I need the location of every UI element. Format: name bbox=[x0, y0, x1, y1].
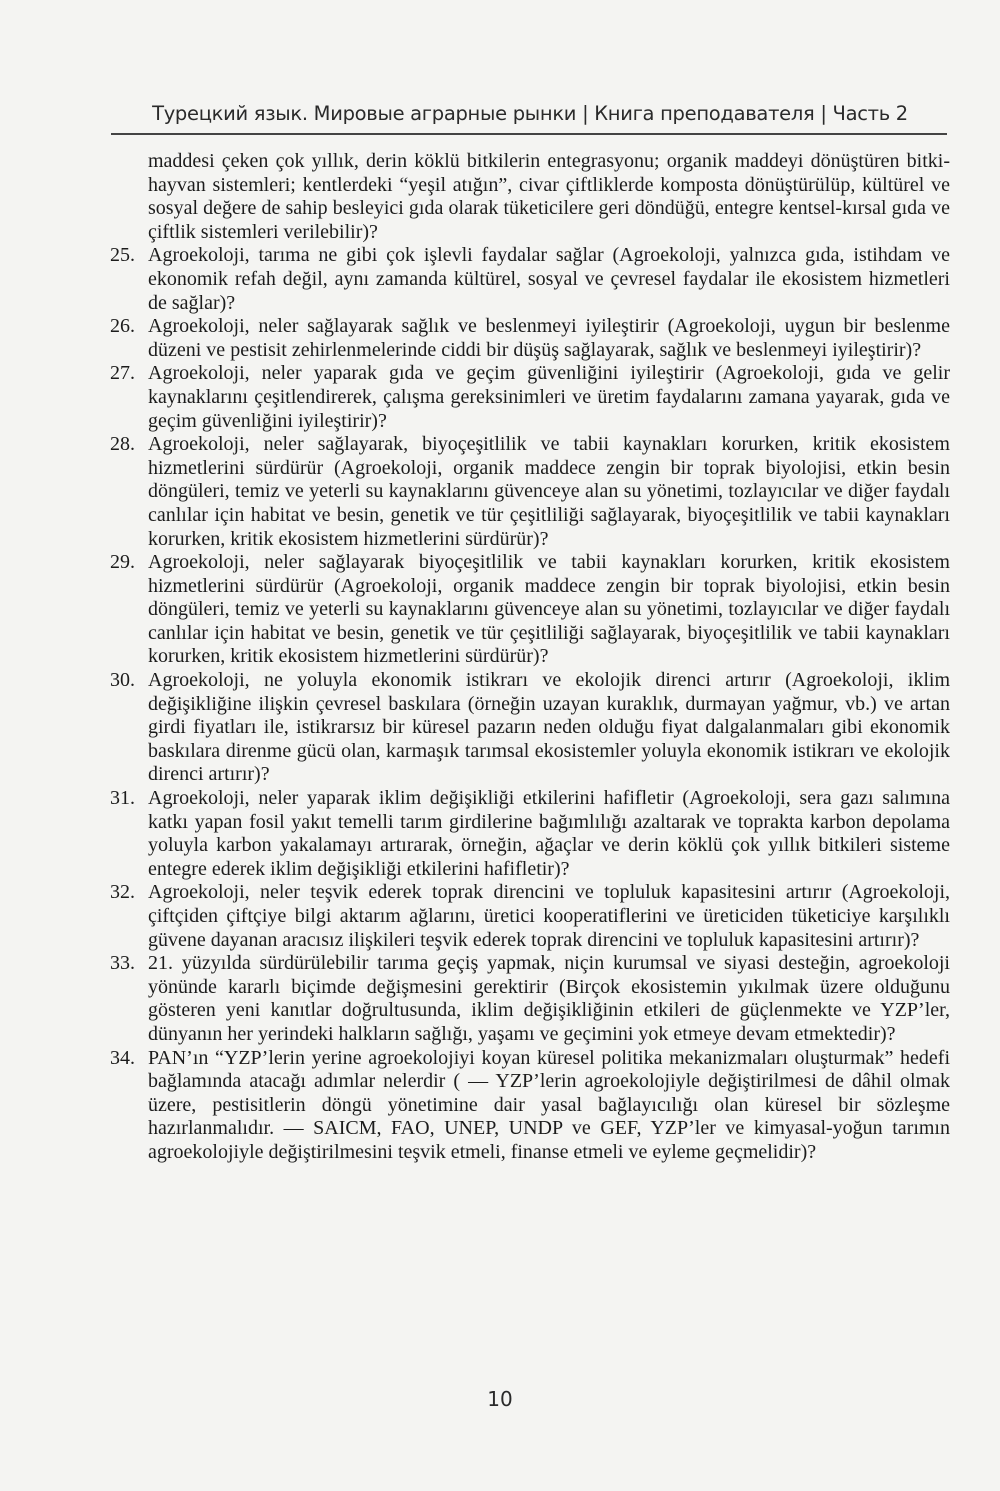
list-item-27 bbox=[110, 362, 950, 433]
list-item-29 bbox=[110, 551, 950, 669]
list-item-32 bbox=[110, 881, 950, 952]
continued-paragraph: maddesi çeken çok yıllık, derin köklü bitkilerin entegrasyonu; organik maddeyi dönüştüren bitki-hayvan sistemleri; kentlerdeki “yeşil atığın”, civar çiftliklerde komposta dönüştürülüp, kültürel ve sosyal değere de sahip besleyici gıda olarak tüketicilere geri döndüğü, entegre kentsel-kırsal gıda ve çiftlik sistemleri verilebilir)? bbox=[148, 150, 950, 243]
list-item-33 bbox=[110, 952, 950, 1046]
item-text: Agroekoloji, neler sağlayarak, biyoçeşitlilik ve tabii kaynakları korurken, kritik ekosistem hizmetlerini sürdürür (Agroekoloji, organik maddece zengin bir toprak biyolojisi, etkin besin döngüleri, temiz ve yeterli su kaynaklarını güvenceye alan su yönetimi, tozlayıcılar ve diğer faydalı canlılar için habitat ve besin, genetik ve tür çeşitliliği sağlayarak, biyoçeşitlilik ve tabii kaynakları korurken, kritik ekosistem hizmetlerini sürdürür)? bbox=[148, 433, 950, 550]
item-text: Agroekoloji, neler yaparak iklim değişikliği etkilerini hafifletir (Agroekoloji, sera gazı salımına katkı yapan fosil yakıt temelli tarım girdilerine bağımlılığı azaltarak ve toprakta karbon depolama yoluyla karbon yakalamayı artırarak, örneğin, ağaçlar ve derin köklü çok yıllık bitkileri sisteme entegre ederek iklim değişikliği etkilerini hafifletir)? bbox=[148, 787, 950, 880]
item-number: 26. bbox=[110, 315, 135, 338]
list-item-30 bbox=[110, 669, 950, 787]
item-text: Agroekoloji, neler sağlayarak biyoçeşitlilik ve tabii kaynakları korurken, kritik ekosistem hizmetlerini sürdürür (Agroekoloji, organik maddece zengin bir toprak biyolojisi, etkin besin döngüleri, temiz ve yeterli su kaynaklarını güvenceye alan su yönetimi, tozlayıcılar ve diğer faydalı canlılar için habitat ve besin, genetik ve tür çeşitliliği sağlayarak, biyoçeşitlilik ve tabii kaynakları korurken, kritik ekosistem hizmetlerini sürdürür)? bbox=[148, 551, 950, 668]
list-item-31 bbox=[110, 787, 950, 881]
item-number: 27. bbox=[110, 362, 135, 385]
item-number: 29. bbox=[110, 551, 135, 574]
item-text: Agroekoloji, neler teşvik ederek toprak direncini ve topluluk kapasitesini artırır (Agroekoloji, çiftçiden çiftçiye bilgi aktarım ağlarını, üretici kooperatiflerini ve üreticiden tüketiciye karşılıklı güvene dayanan aracısız ilişkileri teşvik ederek toprak direncini ve topluluk kapasitesini artırır)? bbox=[148, 881, 950, 951]
list-item-25 bbox=[110, 244, 950, 315]
item-number: 25. bbox=[110, 244, 135, 267]
list-item-28 bbox=[110, 433, 950, 551]
item-number: 34. bbox=[110, 1046, 135, 1069]
list-item-26 bbox=[110, 315, 950, 362]
item-text: Agroekoloji, neler yaparak gıda ve geçim güvenliğini iyileştirir (Agroekoloji, gıda ve gelir kaynaklarını çeşitlendirerek, çalışma gereksinimleri ve üretim faydalarını zamana yayarak, gıda ve geçim güvenliğini iyileştirir)? bbox=[148, 362, 950, 432]
item-number: 32. bbox=[110, 881, 135, 904]
page-number: 10 bbox=[487, 1387, 513, 1411]
list-item-34 bbox=[110, 1047, 950, 1165]
item-number: 33. bbox=[110, 952, 135, 975]
item-text: Agroekoloji, neler sağlayarak sağlık ve beslenmeyi iyileştirir (Agroekoloji, uygun bir beslenme düzeni ve pestisit zehirlenmelerinde ciddi bir düşüş sağlayarak, sağlık ve beslenmeyi iyileştirir)? bbox=[148, 315, 950, 361]
item-number: 30. bbox=[110, 669, 135, 692]
item-number: 28. bbox=[110, 433, 135, 456]
item-number: 31. bbox=[110, 787, 135, 810]
item-text: 21. yüzyılda sürdürülebilir tarıma geçiş yapmak, niçin kurumsal ve siyasi desteğin, agroekoloji yönünde kararlı biçimde değişmesini gerektirir (Birçok ekosistemin yıkılmak üzere olduğunu gösteren yeni kanıtlar doğrultusunda, iklim değişikliğinin etkileri de güçlenmekte ve YZP’ler, dünyanın her yerindeki halkların sağlığı, yaşamı ve geçimini yok etmeye devam etmektedir)? bbox=[148, 952, 950, 1045]
item-text: Agroekoloji, ne yoluyla ekonomik istikrarı ve ekolojik direnci artırır (Agroekoloji, iklim değişikliğine ilişkin çevresel baskılara (örneğin uzayan kuraklık, durmayan yağmur, vb.) ve artan girdi fiyatları ile, istikrarsız bir küresel pazarın neden olduğu fiyat dalgalanmaları gibi ekonomik baskılara direnme gücü olan, karmaşık tarımsal ekosistemler yoluyla ekonomik istikrarı ve ekolojik direnci artırır)? bbox=[148, 669, 950, 786]
item-text: PAN’ın “YZP’lerin yerine agroekolojiyi koyan küresel politika mekanizmaları oluşturmak” hedefi bağlamında atacağı adımlar nelerdir ( — YZP’lerin agroekolojiyle değiştirilmesi de dâhil olmak üzere, pestisitlerin döngü yönetimine dair yasal bağlayıcılığı olan küresel bir sözleşme hazırlanmalıdır. — SAICM, FAO, UNEP, UNDP ve GEF, YZP’ler ve kimyasal-yoğun tarımın agroekolojiyle değiştirilmesini teşvik etmeli, finanse etmeli ve eyleme geçmelidir)? bbox=[148, 1046, 950, 1163]
header-rule bbox=[111, 133, 947, 135]
running-header: Турецкий язык. Мировые аграрные рынки | Книга преподавателя | Часть 2 bbox=[152, 102, 908, 125]
page-body bbox=[110, 150, 950, 1165]
item-text: Agroekoloji, tarıma ne gibi çok işlevli faydalar sağlar (Agroekoloji, yalnızca gıda, istihdam ve ekonomik refah değil, aynı zamanda kültürel, sosyal ve çevresel faydalar ile ekosistem hizmetleri de sağlar)? bbox=[148, 244, 950, 314]
